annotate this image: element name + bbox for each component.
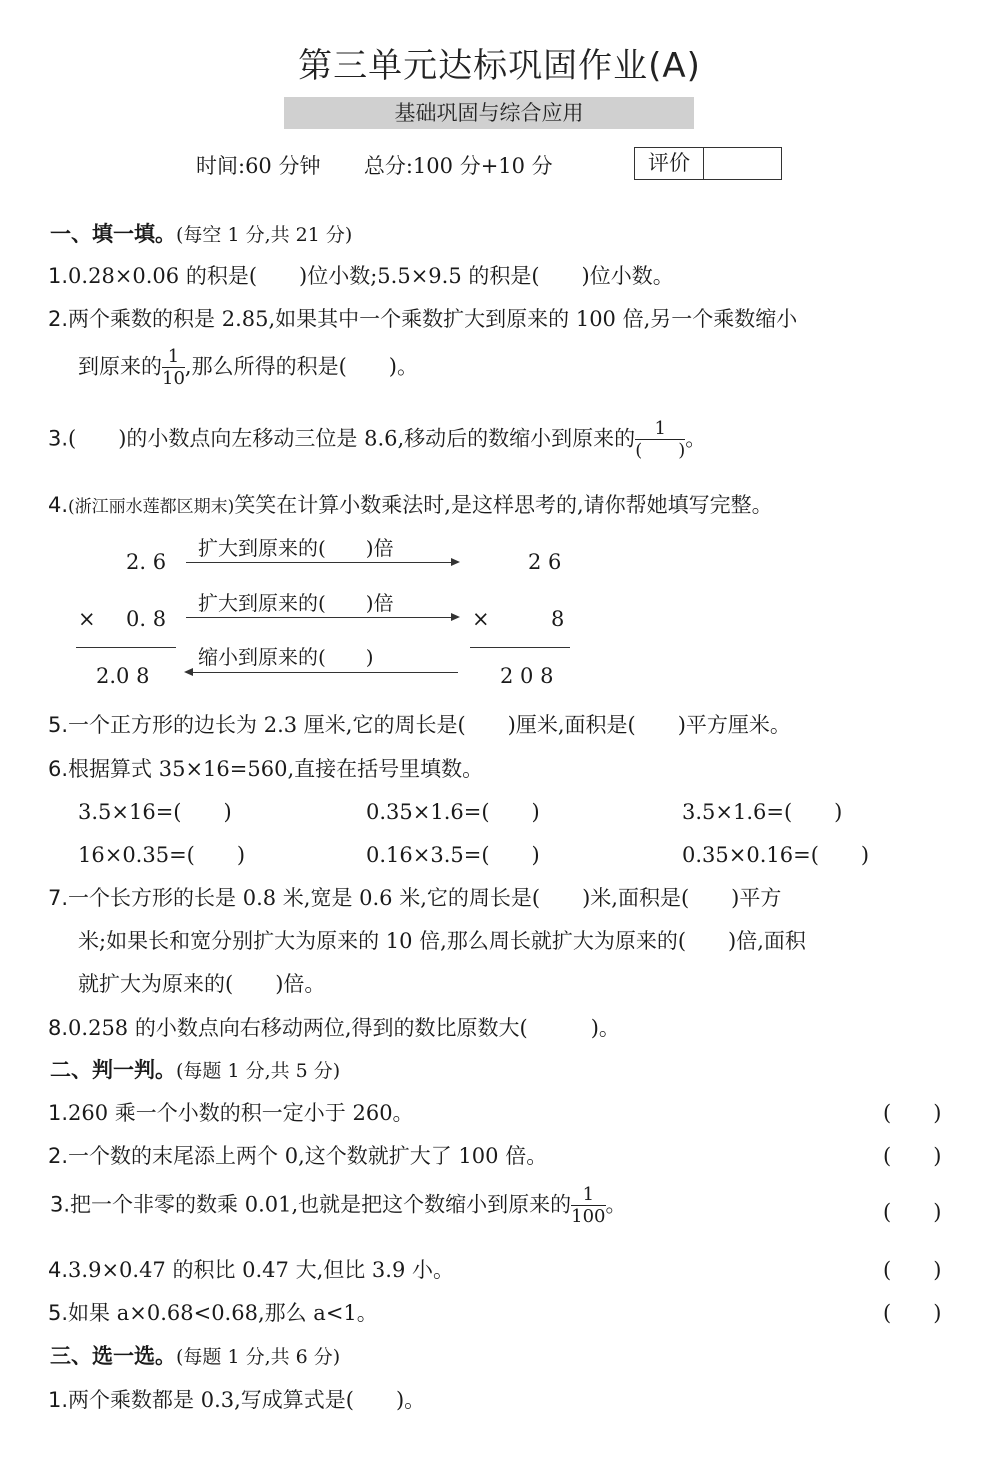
q6-item: 3.5×1.6=( ) bbox=[682, 800, 843, 824]
question-1-6: 6.根据算式 35×16=560,直接在括号里填数。 bbox=[48, 757, 484, 781]
q6-item: 0.35×1.6=( ) bbox=[366, 800, 540, 824]
judge-answer-paren[interactable]: ( ) bbox=[883, 1301, 942, 1325]
diagram-right-bottom: 2 0 8 bbox=[500, 664, 554, 688]
diagram-left-bottom: 2.0 8 bbox=[96, 664, 150, 688]
arrow-2-label: 扩大到原来的( )倍 bbox=[198, 591, 394, 615]
arrow-3-label: 缩小到原来的( ) bbox=[198, 645, 374, 669]
q6-item: 0.35×0.16=( ) bbox=[682, 843, 870, 867]
question-1-4: 4.(浙江丽水莲都区期末)笑笑在计算小数乘法时,是这样思考的,请你帮她填写完整。 bbox=[48, 493, 773, 517]
question-1-3: 3.( )的小数点向左移动三位是 8.6,移动后的数缩小到原来的 $\frac{1}{( )}$ 。 bbox=[48, 418, 707, 461]
fraction-one-hundredth: $\frac{1}{100}$ bbox=[571, 1184, 606, 1227]
subtitle-banner: 基础巩固与综合应用 bbox=[284, 97, 694, 129]
evaluation-box[interactable] bbox=[634, 147, 782, 180]
diagram-left-top: 2. 6 bbox=[126, 550, 167, 574]
question-1-7-line1: 7.一个长方形的长是 0.8 米,宽是 0.6 米,它的周长是( )米,面积是( )平方 bbox=[48, 886, 782, 910]
section-2-heading: 二、判一判。(每题 1 分,共 5 分) bbox=[50, 1058, 341, 1082]
q6-item: 0.16×3.5=( ) bbox=[366, 843, 540, 867]
judge-item: 3.把一个非零的数乘 0.01,也就是把这个数缩小到原来的 $\frac{1}{100}$ 。 bbox=[50, 1184, 627, 1227]
judge-answer-paren[interactable]: ( ) bbox=[883, 1144, 942, 1168]
arrow-1-label: 扩大到原来的( )倍 bbox=[198, 536, 394, 560]
diagram-right-times: × bbox=[472, 607, 490, 631]
fraction-blank-denominator: $\frac{1}{( )}$ bbox=[635, 418, 686, 461]
page-title: 第三单元达标巩固作业(A) bbox=[298, 46, 701, 86]
fraction-one-tenth: $\frac{1}{10}$ bbox=[162, 346, 185, 389]
section-1-heading: 一、填一填。(每空 1 分,共 21 分) bbox=[50, 222, 353, 246]
judge-answer-paren[interactable]: ( ) bbox=[883, 1101, 942, 1125]
exam-meta bbox=[196, 150, 553, 180]
judge-item: 4.3.9×0.47 的积比 0.47 大,但比 3.9 小。 bbox=[48, 1258, 455, 1282]
arrow-right-icon bbox=[186, 562, 458, 563]
diagram-left-times: × bbox=[78, 607, 96, 631]
q6-item: 3.5×16=( ) bbox=[78, 800, 232, 824]
question-1-5: 5.一个正方形的边长为 2.3 厘米,它的周长是( )厘米,面积是( )平方厘米。 bbox=[48, 713, 791, 737]
question-1-2-line2: 到原来的 $\frac{1}{10}$ ,那么所得的积是( )。 bbox=[78, 346, 418, 389]
question-1-1: 1.0.28×0.06 的积是( )位小数;5.5×9.5 的积是( )位小数。 bbox=[48, 264, 674, 288]
question-3-1: 1.两个乘数都是 0.3,写成算式是( )。 bbox=[48, 1388, 426, 1412]
judge-item: 5.如果 a×0.68<0.68,那么 a<1。 bbox=[48, 1301, 378, 1325]
judge-answer-paren[interactable]: ( ) bbox=[883, 1200, 942, 1224]
question-1-2-line1: 2.两个乘数的积是 2.85,如果其中一个乘数扩大到原来的 100 倍,另一个乘数缩小 bbox=[48, 307, 798, 331]
diagram-right-top: 2 6 bbox=[528, 550, 562, 574]
q6-item: 16×0.35=( ) bbox=[78, 843, 246, 867]
question-1-7-line3: 就扩大为原来的( )倍。 bbox=[78, 972, 326, 996]
diagram-right-rule bbox=[470, 647, 570, 648]
arrow-right-icon bbox=[186, 617, 458, 618]
judge-answer-paren[interactable]: ( ) bbox=[883, 1258, 942, 1282]
judge-item: 1.260 乘一个小数的积一定小于 260。 bbox=[48, 1101, 414, 1125]
diagram-left-rule bbox=[76, 647, 176, 648]
time-limit: 时间:60 分钟 bbox=[196, 154, 321, 178]
judge-item: 2.一个数的末尾添上两个 0,这个数就扩大了 100 倍。 bbox=[48, 1144, 548, 1168]
question-1-8: 8.0.258 的小数点向右移动两位,得到的数比原数大( )。 bbox=[48, 1016, 620, 1040]
evaluation-label: 评价 bbox=[635, 148, 704, 179]
question-1-7-line2: 米;如果长和宽分别扩大为原来的 10 倍,那么周长就扩大为原来的( )倍,面积 bbox=[78, 929, 806, 953]
diagram-left-mid: 0. 8 bbox=[126, 607, 167, 631]
section-3-heading: 三、选一选。(每题 1 分,共 6 分) bbox=[50, 1344, 341, 1368]
total-score: 总分:100 分+10 分 bbox=[363, 154, 553, 178]
diagram-right-mid: 8 bbox=[551, 607, 565, 631]
arrow-left-icon bbox=[186, 672, 458, 673]
